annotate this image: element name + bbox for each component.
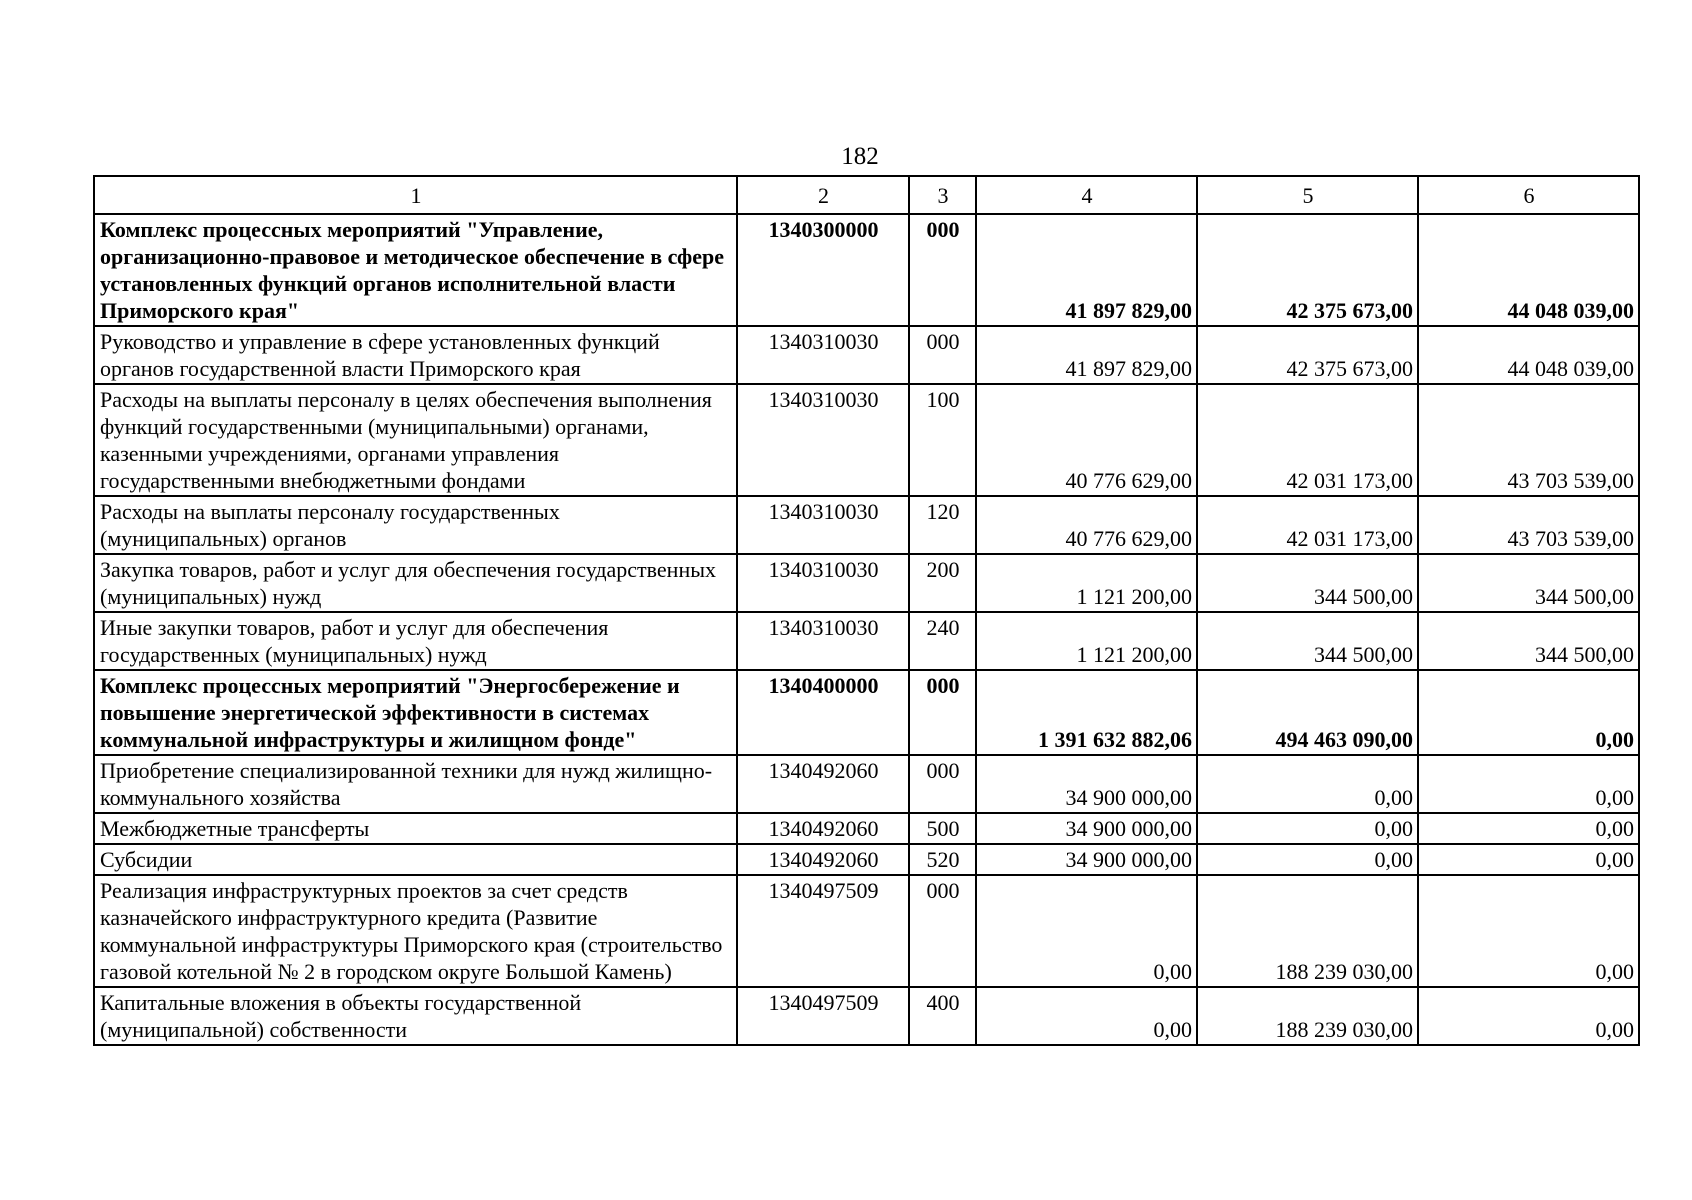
row-amount-1: 40 776 629,00 <box>976 496 1197 554</box>
row-amount-3: 344 500,00 <box>1418 554 1639 612</box>
row-code: 1340310030 <box>737 496 909 554</box>
row-code: 1340310030 <box>737 612 909 670</box>
row-amount-1: 0,00 <box>976 987 1197 1045</box>
column-number: 4 <box>976 176 1197 214</box>
table-row <box>94 844 1639 875</box>
row-amount-2: 42 031 173,00 <box>1197 496 1418 554</box>
row-amount-2: 494 463 090,00 <box>1197 670 1418 755</box>
row-name: Субсидии <box>94 844 737 875</box>
row-code: 1340310030 <box>737 554 909 612</box>
table-row <box>94 496 1639 554</box>
row-amount-1: 1 121 200,00 <box>976 612 1197 670</box>
row-name: Капитальные вложения в объекты государственной (муниципальной) собственности <box>94 987 737 1045</box>
column-number: 5 <box>1197 176 1418 214</box>
row-amount-1: 1 391 632 882,06 <box>976 670 1197 755</box>
row-code: 1340492060 <box>737 755 909 813</box>
row-code: 1340492060 <box>737 813 909 844</box>
row-type: 000 <box>909 326 976 384</box>
table-row <box>94 554 1639 612</box>
row-amount-3: 44 048 039,00 <box>1418 326 1639 384</box>
row-type: 200 <box>909 554 976 612</box>
budget-table <box>93 175 1640 1046</box>
row-amount-3: 0,00 <box>1418 987 1639 1045</box>
column-number: 3 <box>909 176 976 214</box>
row-amount-3: 43 703 539,00 <box>1418 384 1639 496</box>
row-amount-3: 44 048 039,00 <box>1418 214 1639 326</box>
row-type: 240 <box>909 612 976 670</box>
table-row <box>94 875 1639 987</box>
table-row <box>94 326 1639 384</box>
table-row <box>94 813 1639 844</box>
row-code: 1340492060 <box>737 844 909 875</box>
row-amount-2: 188 239 030,00 <box>1197 875 1418 987</box>
row-amount-2: 42 375 673,00 <box>1197 326 1418 384</box>
row-amount-3: 0,00 <box>1418 844 1639 875</box>
page-number: 182 <box>841 143 879 170</box>
row-name: Расходы на выплаты персоналу государственных (муниципальных) органов <box>94 496 737 554</box>
row-type: 500 <box>909 813 976 844</box>
row-code: 1340310030 <box>737 326 909 384</box>
row-amount-2: 42 031 173,00 <box>1197 384 1418 496</box>
row-code: 1340300000 <box>737 214 909 326</box>
row-amount-1: 0,00 <box>976 875 1197 987</box>
row-amount-2: 188 239 030,00 <box>1197 987 1418 1045</box>
row-amount-1: 40 776 629,00 <box>976 384 1197 496</box>
row-name: Реализация инфраструктурных проектов за счет средств казначейского инфраструктурного кредита (Развитие коммунальной инфраструктуры Приморского края (строительство газовой котельной № 2 в городском округе Большой Камень) <box>94 875 737 987</box>
row-amount-1: 1 121 200,00 <box>976 554 1197 612</box>
table-row <box>94 214 1639 326</box>
table-row <box>94 755 1639 813</box>
row-type: 120 <box>909 496 976 554</box>
row-code: 1340497509 <box>737 875 909 987</box>
row-amount-3: 344 500,00 <box>1418 612 1639 670</box>
row-type: 520 <box>909 844 976 875</box>
row-amount-1: 41 897 829,00 <box>976 326 1197 384</box>
row-amount-1: 34 900 000,00 <box>976 813 1197 844</box>
column-number: 2 <box>737 176 909 214</box>
row-amount-3: 43 703 539,00 <box>1418 496 1639 554</box>
row-type: 000 <box>909 875 976 987</box>
row-amount-3: 0,00 <box>1418 755 1639 813</box>
row-amount-2: 344 500,00 <box>1197 612 1418 670</box>
table-row <box>94 670 1639 755</box>
table-row <box>94 384 1639 496</box>
table-row <box>94 987 1639 1045</box>
row-type: 000 <box>909 214 976 326</box>
row-code: 1340400000 <box>737 670 909 755</box>
row-amount-3: 0,00 <box>1418 875 1639 987</box>
row-type: 400 <box>909 987 976 1045</box>
row-name: Руководство и управление в сфере установленных функций органов государственной власти Приморского края <box>94 326 737 384</box>
row-name: Комплекс процессных мероприятий "Энергосбережение и повышение энергетической эффективности в системах коммунальной инфраструктуры и жилищном фонде" <box>94 670 737 755</box>
column-number: 1 <box>94 176 737 214</box>
row-amount-2: 0,00 <box>1197 755 1418 813</box>
table-row <box>94 612 1639 670</box>
row-amount-2: 344 500,00 <box>1197 554 1418 612</box>
row-amount-2: 0,00 <box>1197 813 1418 844</box>
row-name: Приобретение специализированной техники для нужд жилищно-коммунального хозяйства <box>94 755 737 813</box>
row-code: 1340310030 <box>737 384 909 496</box>
row-amount-1: 41 897 829,00 <box>976 214 1197 326</box>
row-type: 100 <box>909 384 976 496</box>
row-name: Комплекс процессных мероприятий "Управление, организационно-правовое и методическое обеспечение в сфере установленных функций органов исполнительной власти Приморского края" <box>94 214 737 326</box>
row-name: Расходы на выплаты персоналу в целях обеспечения выполнения функций государственными (муниципальными) органами, казенными учреждениями, органами управления государственными внебюджетными фондами <box>94 384 737 496</box>
row-type: 000 <box>909 670 976 755</box>
row-type: 000 <box>909 755 976 813</box>
row-amount-1: 34 900 000,00 <box>976 755 1197 813</box>
column-number-header-row <box>94 176 1639 214</box>
column-number: 6 <box>1418 176 1639 214</box>
row-name: Закупка товаров, работ и услуг для обеспечения государственных (муниципальных) нужд <box>94 554 737 612</box>
row-amount-2: 0,00 <box>1197 844 1418 875</box>
row-amount-1: 34 900 000,00 <box>976 844 1197 875</box>
row-amount-3: 0,00 <box>1418 813 1639 844</box>
row-name: Межбюджетные трансферты <box>94 813 737 844</box>
row-amount-3: 0,00 <box>1418 670 1639 755</box>
row-amount-2: 42 375 673,00 <box>1197 214 1418 326</box>
row-name: Иные закупки товаров, работ и услуг для обеспечения государственных (муниципальных) нужд <box>94 612 737 670</box>
row-code: 1340497509 <box>737 987 909 1045</box>
